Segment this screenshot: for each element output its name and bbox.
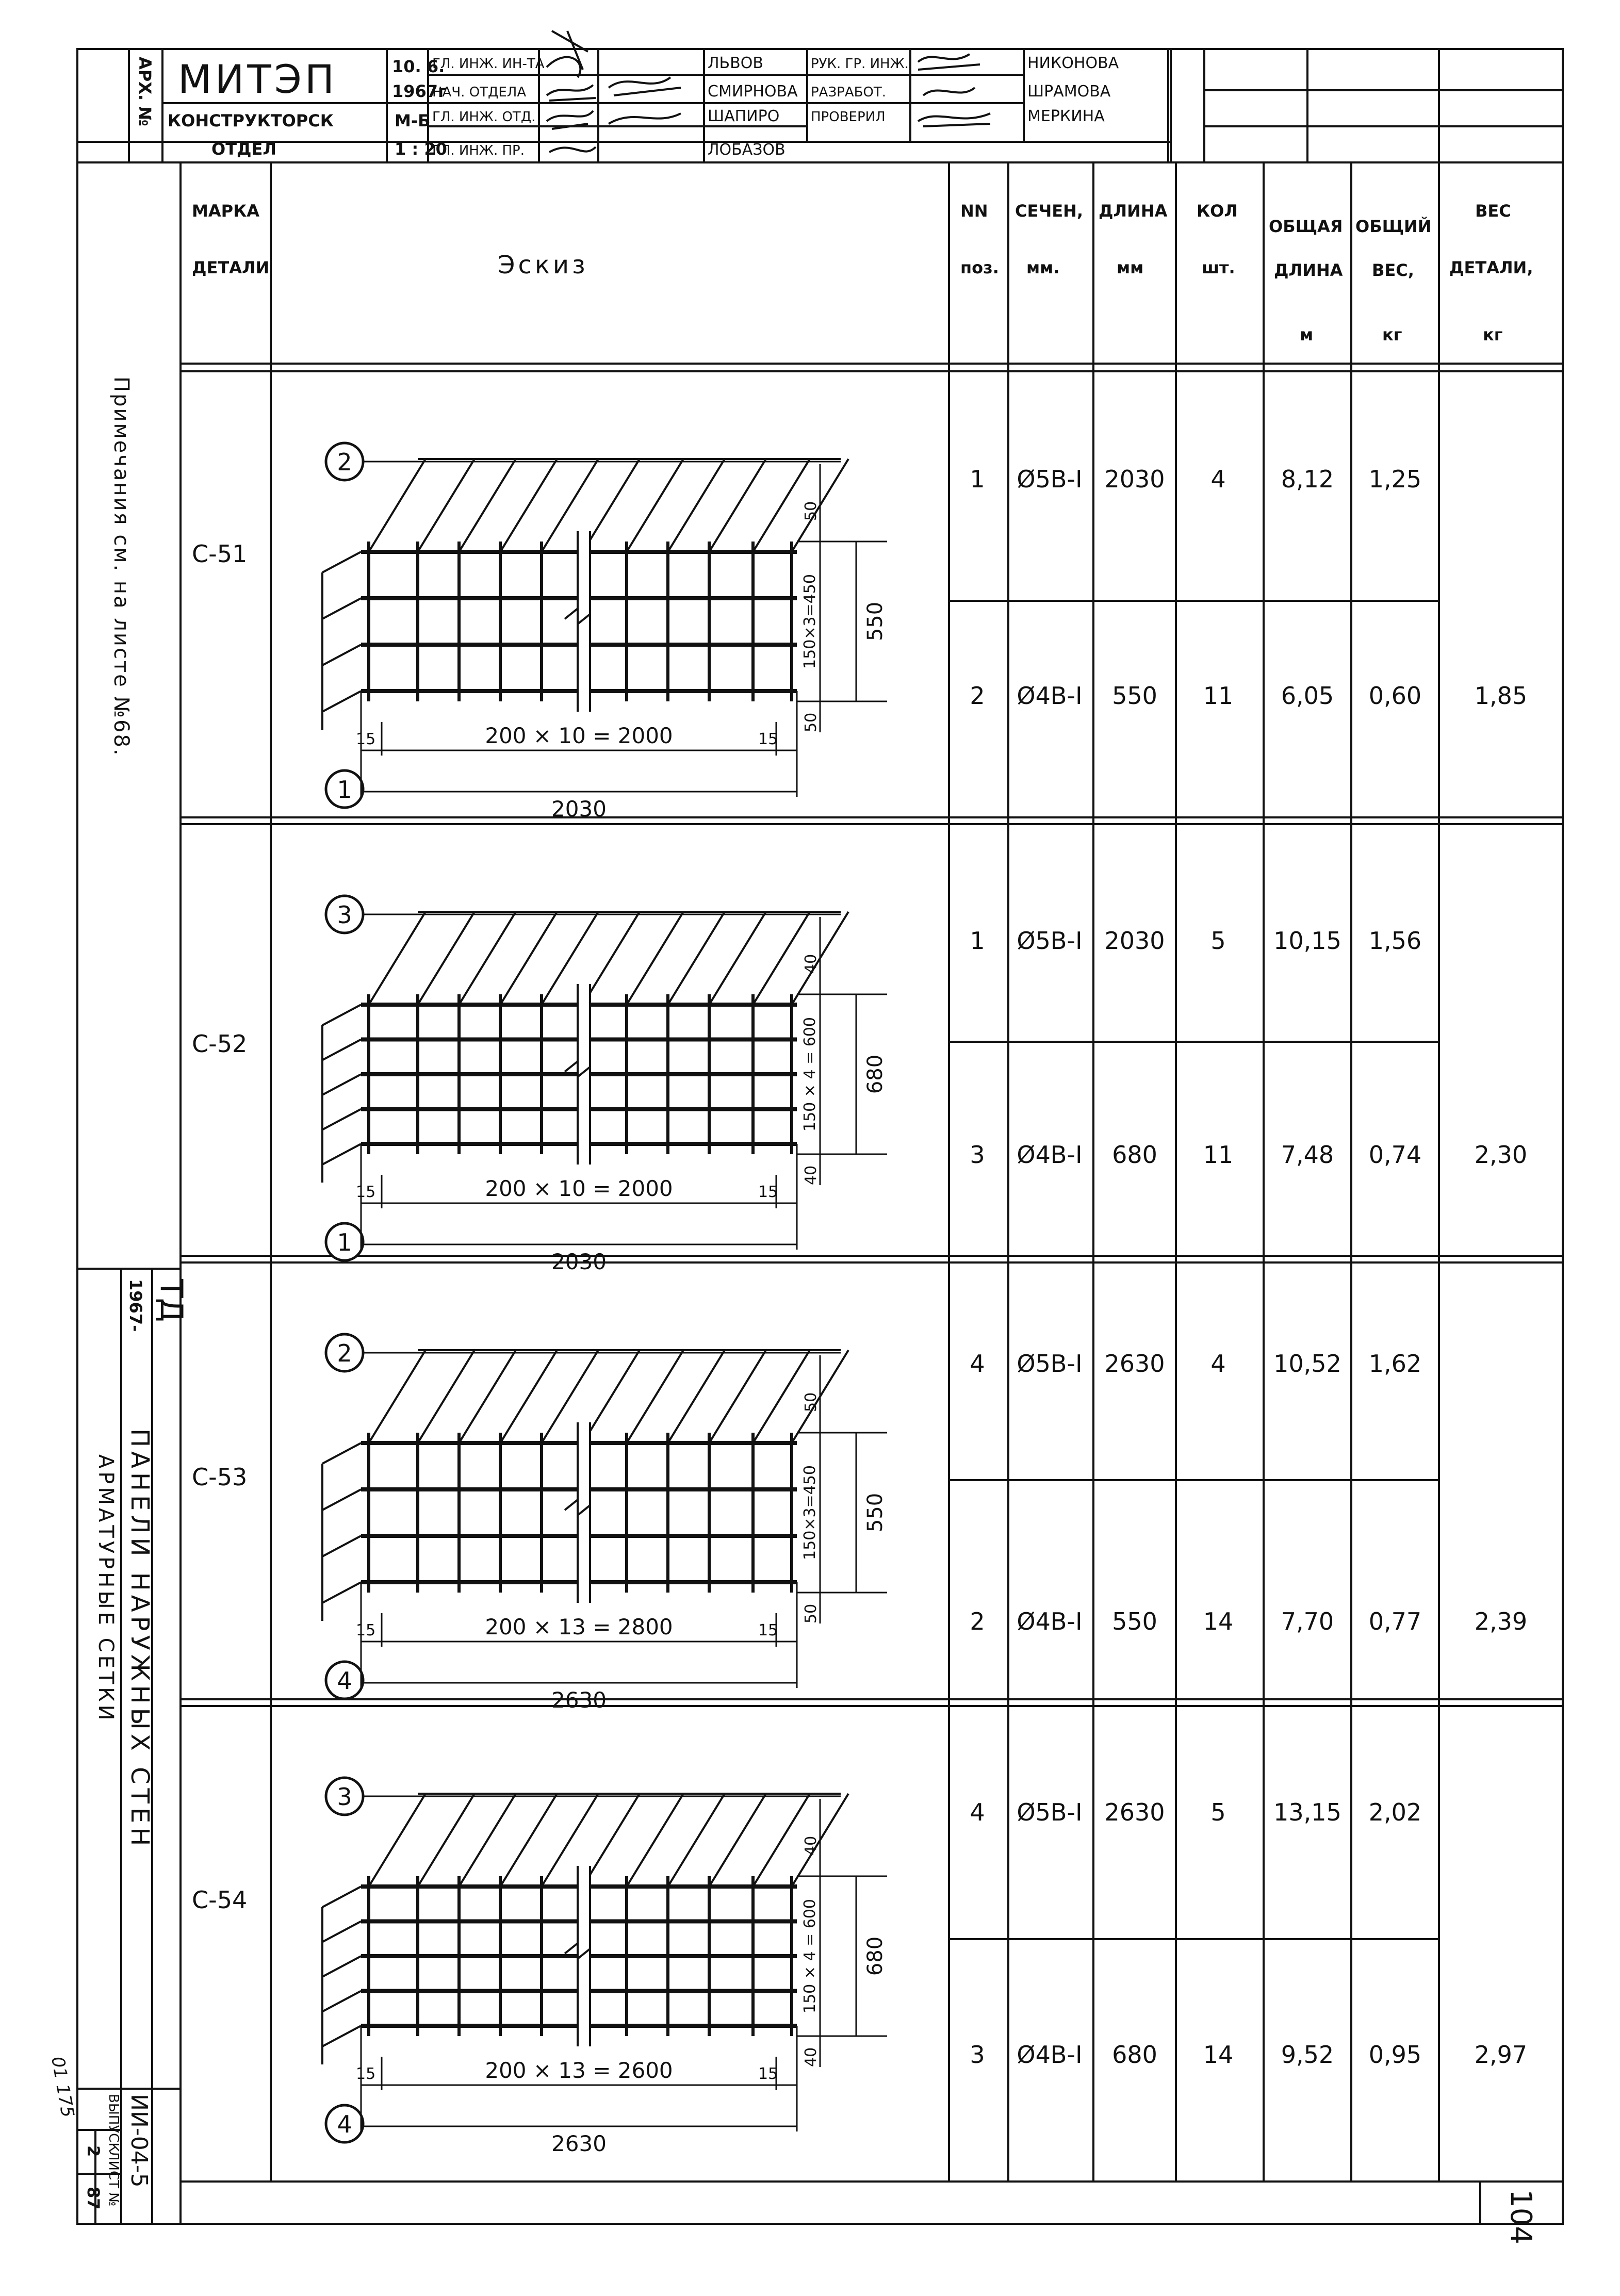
part-weight: 2,97 [1474, 2041, 1528, 2069]
item-total-weight: 1,62 [1368, 1350, 1422, 1377]
item-length: 2630 [1104, 1350, 1165, 1377]
item-quantity: 5 [1210, 1798, 1226, 1826]
dept-line-2: ОТДЕЛ [211, 139, 276, 159]
vertical-total-dim: 550 [863, 1493, 887, 1533]
bottom-ref-label: 4 [337, 1667, 352, 1695]
item-total-weight: 2,02 [1368, 1798, 1422, 1826]
item-section: Ø4В-I [1017, 1608, 1083, 1635]
item-position: 3 [970, 1141, 985, 1169]
date-line-1: 10. 6. [392, 57, 445, 76]
sheet-number: 87 [84, 2187, 103, 2210]
header-total-weight-1: ОБЩИЙ [1355, 217, 1432, 236]
item-length: 2030 [1104, 465, 1165, 493]
item-length: 550 [1112, 1608, 1157, 1635]
top-ref-label: 2 [337, 448, 352, 476]
role2-1: РУК. ГР. ИНЖ. [811, 56, 909, 72]
role2-2: РАЗРАБОТ. [811, 85, 887, 100]
span-dim: 200 × 13 = 2800 [485, 1614, 673, 1639]
dept-line-1: КОНСТРУКТОРСК [168, 111, 334, 130]
vertical-spacing-dim: 150×3=450 [801, 1465, 819, 1560]
left-edge-dim: 15 [356, 1183, 376, 1201]
header-mark-1: МАРКА [192, 201, 259, 221]
item-section: Ø5В-I [1017, 465, 1083, 493]
role-1: ГЛ. ИНЖ. ИН-ТА [432, 56, 545, 72]
left-edge-dim: 15 [356, 2065, 376, 2083]
header-total-length-1: ОБЩАЯ [1269, 217, 1343, 236]
overall-dim: 2630 [551, 1687, 607, 1713]
bottom-ref-label: 1 [337, 1228, 352, 1256]
row-mark: С-54 [192, 1886, 248, 1914]
series-subtitle: АРМАТУРНЫЕ СЕТКИ [94, 1454, 118, 1724]
bottom-edge-dim: 50 [802, 1603, 820, 1623]
top-ref-label: 3 [337, 1783, 352, 1811]
part-weight: 2,30 [1474, 1141, 1528, 1169]
notes-reference: Примечания см. на листе №68. [109, 376, 133, 757]
overall-dim: 2030 [551, 1249, 607, 1274]
role-3: ГЛ. ИНЖ. ОТД. [432, 109, 536, 125]
series-code: ИИ-04-5 [126, 2094, 152, 2188]
item-quantity: 11 [1203, 682, 1234, 710]
item-section: Ø5В-I [1017, 1350, 1083, 1377]
header-total-weight-2: ВЕС, [1372, 260, 1414, 280]
role2-3: ПРОВЕРИЛ [811, 109, 886, 125]
issue-label: ВЫПУСК [106, 2094, 121, 2152]
item-length: 550 [1112, 682, 1157, 710]
span-dim: 200 × 10 = 2000 [485, 1176, 673, 1201]
overall-dim: 2030 [551, 796, 607, 822]
header-qty-1: КОЛ [1197, 201, 1238, 221]
top-edge-dim: 40 [802, 954, 820, 974]
header-qty-2: шт. [1202, 258, 1235, 277]
margin-note: 01 175 [47, 2055, 78, 2119]
header-length-2: мм [1117, 258, 1144, 277]
item-position: 4 [970, 1798, 985, 1826]
header-section-1: СЕЧЕН, [1015, 201, 1083, 221]
scale-line-1: М-Б [395, 111, 431, 130]
span-dim: 200 × 13 = 2600 [485, 2058, 673, 2083]
item-quantity: 14 [1203, 1608, 1234, 1635]
td-year: 1967- [126, 1279, 145, 1332]
date-line-2: 1967г [392, 81, 447, 101]
left-edge-dim: 15 [356, 1621, 376, 1639]
bottom-edge-dim: 50 [802, 712, 820, 732]
bottom-edge-dim: 40 [802, 1165, 820, 1185]
name-4: ЛОБАЗОВ [708, 141, 786, 159]
item-section: Ø4В-I [1017, 1141, 1083, 1169]
vertical-spacing-dim: 150 × 4 = 600 [801, 1898, 819, 2014]
item-length: 2630 [1104, 1798, 1165, 1826]
top-edge-dim: 50 [802, 1392, 820, 1412]
item-total-length: 7,48 [1281, 1141, 1334, 1169]
item-total-weight: 0,77 [1368, 1608, 1422, 1635]
header-pos-1: NN [960, 201, 988, 221]
right-edge-dim: 15 [758, 730, 778, 748]
right-edge-dim: 15 [758, 1183, 778, 1201]
right-edge-dim: 15 [758, 1621, 778, 1639]
item-total-length: 10,52 [1273, 1350, 1341, 1377]
item-position: 2 [970, 682, 985, 710]
item-total-length: 8,12 [1281, 465, 1334, 493]
item-section: Ø4В-I [1017, 2041, 1083, 2069]
span-dim: 200 × 10 = 2000 [485, 723, 673, 748]
item-length: 680 [1112, 1141, 1157, 1169]
name-1: ЛЬВОВ [708, 54, 763, 72]
item-position: 1 [970, 927, 985, 955]
header-length-1: ДЛИНА [1099, 201, 1168, 221]
item-total-weight: 0,74 [1368, 1141, 1422, 1169]
item-section: Ø4В-I [1017, 682, 1083, 710]
td-label: ТД [153, 1279, 189, 1322]
scale-line-2: 1 : 20 [395, 139, 447, 159]
bottom-edge-dim: 40 [802, 2047, 820, 2067]
part-weight: 1,85 [1474, 682, 1528, 710]
arch-no-label: АРХ. № [135, 57, 155, 126]
sheet-label: ЛИСТ № [106, 2151, 121, 2207]
right-edge-dim: 15 [758, 2065, 778, 2083]
name2-1: НИКОНОВА [1027, 54, 1119, 72]
series-title: ПАНЕЛИ НАРУЖНЫХ СТЕН [125, 1429, 154, 1850]
header-sketch: Эскиз [498, 251, 588, 280]
vertical-total-dim: 550 [863, 601, 887, 642]
item-total-length: 9,52 [1281, 2041, 1334, 2069]
name-3: ШАПИРО [708, 107, 780, 125]
vertical-spacing-dim: 150×3=450 [801, 574, 819, 669]
item-quantity: 4 [1210, 465, 1226, 493]
top-ref-label: 2 [337, 1339, 352, 1367]
vertical-total-dim: 680 [863, 1936, 887, 1976]
item-total-length: 7,70 [1281, 1608, 1334, 1635]
item-quantity: 4 [1210, 1350, 1226, 1377]
item-position: 4 [970, 1350, 985, 1377]
org-name: МИТЭП [178, 56, 338, 102]
item-section: Ø5В-I [1017, 927, 1083, 955]
item-quantity: 11 [1203, 1141, 1234, 1169]
item-total-weight: 0,95 [1368, 2041, 1422, 2069]
part-weight: 2,39 [1474, 1608, 1528, 1635]
issue-number: 2 [84, 2145, 103, 2157]
item-total-weight: 0,60 [1368, 682, 1422, 710]
role-4: ГЛ. ИНЖ. ПР. [432, 143, 525, 158]
left-edge-dim: 15 [356, 730, 376, 748]
header-pos-2: поз. [960, 258, 999, 277]
header-part-weight-3: кг [1483, 325, 1503, 345]
header-part-weight-1: ВЕС [1475, 201, 1511, 221]
overall-dim: 2630 [551, 2131, 607, 2156]
name-2: СМИРНОВА [708, 83, 798, 101]
item-total-weight: 1,25 [1368, 465, 1422, 493]
name2-3: МЕРКИНА [1027, 107, 1105, 125]
header-total-length-2: ДЛИНА [1274, 260, 1343, 280]
item-length: 2030 [1104, 927, 1165, 955]
vertical-total-dim: 680 [863, 1054, 887, 1094]
header-part-weight-2: ДЕТАЛИ, [1449, 258, 1533, 277]
bottom-ref-label: 4 [337, 2110, 352, 2138]
item-length: 680 [1112, 2041, 1157, 2069]
vertical-spacing-dim: 150 × 4 = 600 [801, 1016, 819, 1132]
item-total-length: 6,05 [1281, 682, 1334, 710]
item-position: 2 [970, 1608, 985, 1635]
top-ref-label: 3 [337, 901, 352, 929]
row-mark: С-53 [192, 1463, 248, 1491]
page-number: 104 [1504, 2189, 1537, 2244]
item-total-weight: 1,56 [1368, 927, 1422, 955]
item-position: 1 [970, 465, 985, 493]
header-mark-2: ДЕТАЛИ [192, 258, 270, 277]
item-position: 3 [970, 2041, 985, 2069]
row-mark: С-52 [192, 1030, 248, 1058]
top-edge-dim: 50 [802, 501, 820, 521]
name2-2: ШРАМОВА [1027, 83, 1111, 101]
item-quantity: 14 [1203, 2041, 1234, 2069]
header-total-length-3: м [1300, 325, 1314, 345]
top-edge-dim: 40 [802, 1835, 820, 1856]
item-quantity: 5 [1210, 927, 1226, 955]
header-total-weight-3: кг [1382, 325, 1402, 345]
role-2: НАЧ. ОТДЕЛА [432, 85, 527, 100]
item-total-length: 13,15 [1273, 1798, 1341, 1826]
item-total-length: 10,15 [1273, 927, 1341, 955]
bottom-ref-label: 1 [337, 776, 352, 803]
item-section: Ø5В-I [1017, 1798, 1083, 1826]
header-section-2: мм. [1026, 258, 1060, 277]
row-mark: С-51 [192, 540, 248, 568]
